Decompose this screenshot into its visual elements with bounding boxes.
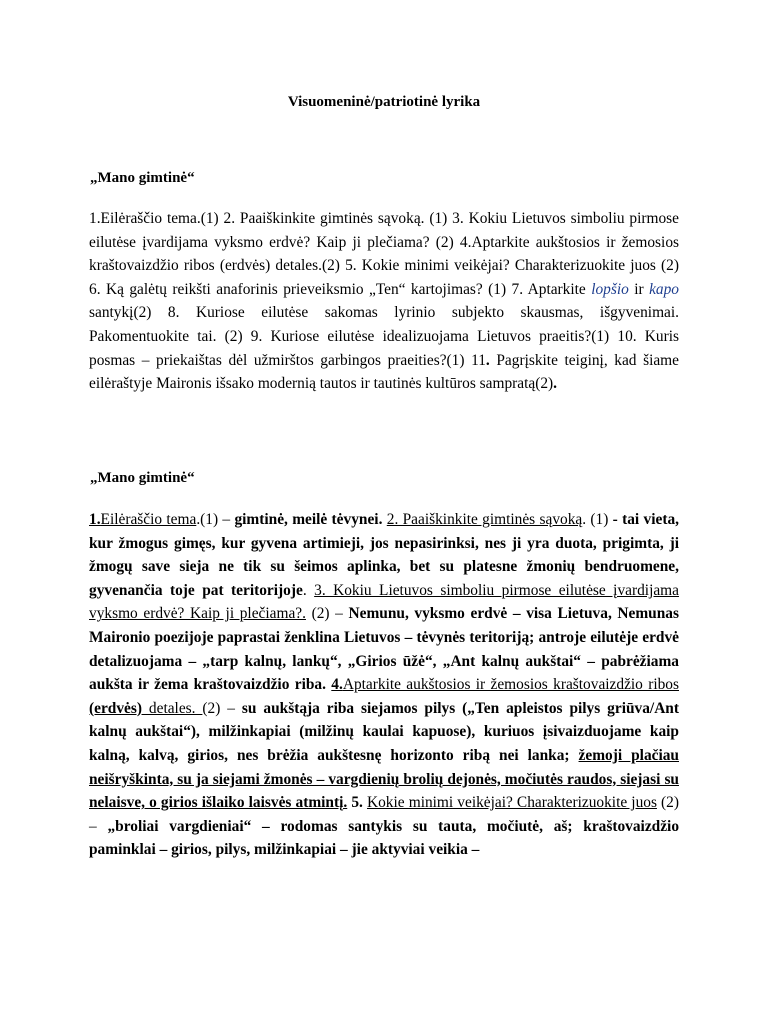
answer-text: (2) – xyxy=(305,605,349,623)
section1-heading: „Mano gimtinė“ xyxy=(90,170,195,186)
document-title: Visuomeninė/patriotinė lyrika xyxy=(287,94,481,110)
answer-number: 1. xyxy=(89,511,101,528)
answer-bold: - tai vieta, kur žmogus gimęs, kur gyvena artimieji, jos nepasirinksi, nes ji yra duota, prigimta, ji žmogų save sieja ne tik su šeimos aplinka, bet su platesne žmonių bendruomene, gyvenančia toje pat teritorijoje xyxy=(89,511,680,599)
question-bold: (erdvės) xyxy=(89,699,142,717)
section1-questions xyxy=(89,207,679,396)
q-italic-kapo: kapo xyxy=(649,280,679,298)
answer-text: . xyxy=(302,581,315,599)
question-text: Eilėraščio tema xyxy=(100,511,197,528)
q-text: 1.Eilėraščio tema.(1) 2. Paaiškinkite gimtinės sąvoką. (1) 3. Kokiu Lietuvos simboliu pirmose eilutėse įvardijama vyksmo erdvė? Kaip ji plečiama? (2) 4.Aptarkite aukštosios ir žemosios kraštovaizdžio ribos (erdvės) detales.(2) 5. Kokie minimi veikėjai? Charakterizuokite juos (2) 6. Ką galėtų reikšti anaforinis prieveiksmio „Ten“ kartojimas? (1) 7. Aptarkite xyxy=(89,210,679,298)
section2-answers xyxy=(89,508,679,862)
answer-number: 4. xyxy=(331,676,343,694)
answer-bold: su aukštąja riba siejamos pilys („Ten apleistos pilys griūva/Ant kalnų aukštai“), milžinkapiai (milžinų kaulai kapuose), kuriuos įsivaizduojame kaip kalną, kalvą, girios, nes brėžia aukštesnę horizonto ribą nei lanka; xyxy=(89,699,679,764)
q-text: Pagrįskite teiginį, kad šiame eilėraštyje Maironis išsako modernią tautos ir tautinės kultūros sampratą(2) xyxy=(89,351,679,393)
question-text: Kokie minimi veikėjai? Charakterizuokite juos xyxy=(367,794,657,812)
q-text: ir xyxy=(628,280,650,298)
answer-bold-underlined: žemoji plačiau neišryškinta, su ja siejami žmonės – vargdienių brolių dejonės, močiutės raudos, siejasi su nelaisve, o girios išlaiko laisvės atmintį. xyxy=(89,746,679,812)
answer-text: (2) – xyxy=(202,699,242,717)
q-text-bold: . xyxy=(485,351,490,369)
question-text: 3. Kokiu Lietuvos simboliu pirmose eilutėse įvardijama vyksmo erdvė? Kaip ji plečiama?. xyxy=(89,581,679,623)
answer-number: 5. xyxy=(347,794,367,812)
q-italic-lopsio: lopšio xyxy=(591,280,629,298)
answer-text: (2) – xyxy=(89,794,680,835)
q-text: santykį(2) 8. Kuriose eilutėse sakomas lyrinio subjekto skausmas, išgyvenimai. Pakomentuokite tai. (2) 9. Kuriose eilutėse idealizuojama Lietuvos praeitis?(1) 10. Kuris posmas – priekaištas dėl užmirštos garbingos praeities?(1) 11 xyxy=(89,304,679,369)
section2-heading: „Mano gimtinė“ xyxy=(90,470,195,486)
answer-text: . (1) xyxy=(582,511,613,528)
question-text: detales. xyxy=(142,699,203,717)
question-text: 2. Paaiškinkite gimtinės sąvoką xyxy=(386,511,583,528)
q-text-bold: . xyxy=(553,375,558,393)
answer-bold: Nemunu, vyksmo erdvė – visa Lietuva, Nemunas Maironio poezijoje paprastai ženklina Lietuvos – tėvynės teritoriją; antroje eilutėje erdvė detalizuojama – „tarp kalnų, lankų“, „Girios ūžė“, „Ant kalnų aukštai“ – pabrėžiama aukšta ir žema kraštovaizdžio riba. xyxy=(89,605,679,694)
answer-bold: gimtinė, meilė tėvynei. xyxy=(234,511,387,528)
answer-bold: „broliai vargdieniai“ – rodomas santykis su tauta, močiutė, aš; kraštovaizdžio paminklai – girios, pilys, milžinkapiai – jie aktyviai veikia – xyxy=(89,817,680,859)
answer-text: .(1) – xyxy=(196,511,235,528)
question-text: Aptarkite aukštosios ir žemosios kraštovaizdžio ribos xyxy=(342,676,679,694)
